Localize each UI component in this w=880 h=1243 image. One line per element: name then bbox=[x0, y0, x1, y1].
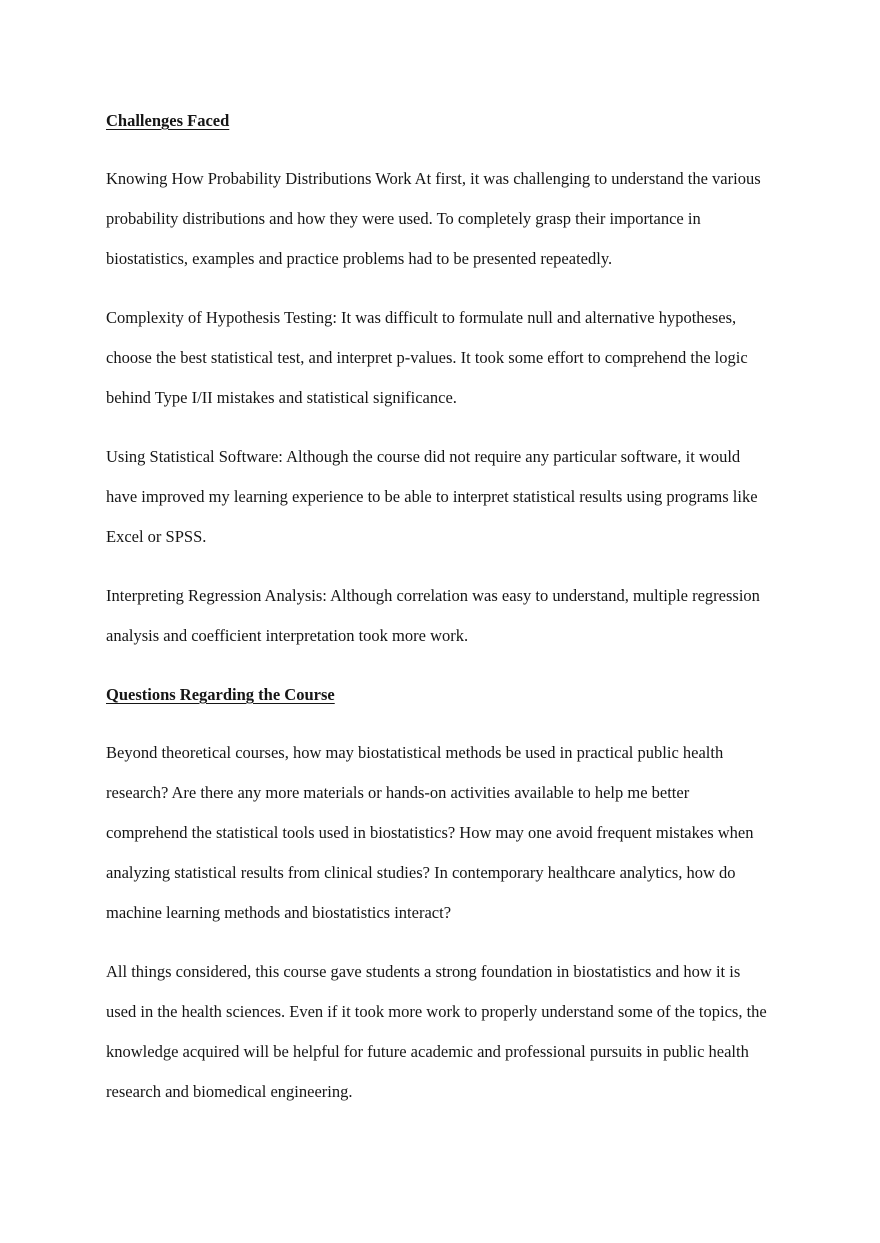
paragraph: All things considered, this course gave students a strong foundation in biostatistics and how it is used in the health sciences. Even if it took more work to properly understand some of the topics, the knowledge acquired will be helpful for future academic and professional pursuits in public health research and biomedical engineering. bbox=[106, 962, 767, 1101]
paragraph: Beyond theoretical courses, how may biostatistical methods be used in practical public health research? Are there any more materials or hands-on activities available to help me better comprehend the statistical tools used in biostatistics? How may one avoid frequent mistakes when analyzing statistical results from clinical studies? In contemporary healthcare analytics, how do machine learning methods and biostatistics interact? bbox=[106, 743, 754, 922]
paragraph: Interpreting Regression Analysis: Although correlation was easy to understand, multiple regression analysis and coefficient interpretation took more work. bbox=[106, 586, 760, 645]
paragraph: Knowing How Probability Distributions Work At first, it was challenging to understand the various probability distributions and how they were used. To completely grasp their importance in biostatistics, examples and practice problems had to be presented repeatedly. bbox=[106, 169, 761, 268]
paragraph: Complexity of Hypothesis Testing: It was difficult to formulate null and alternative hypotheses, choose the best statistical test, and interpret p-values. It took some effort to comprehend the logic behind Type I/II mistakes and statistical significance. bbox=[106, 308, 748, 407]
section-challenges-faced bbox=[106, 101, 772, 656]
paragraph: Using Statistical Software: Although the course did not require any particular software, it would have improved my learning experience to be able to interpret statistical results using programs like Excel or SPSS. bbox=[106, 447, 758, 546]
section-questions-regarding-course bbox=[106, 675, 772, 1112]
section-heading-challenges: Challenges Faced bbox=[106, 111, 230, 130]
section-heading-questions: Questions Regarding the Course bbox=[106, 685, 335, 704]
